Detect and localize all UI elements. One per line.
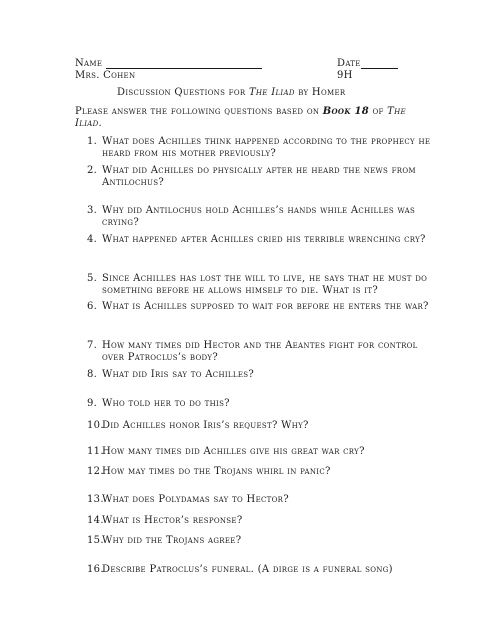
instructions-prefix: Please answer the following questions based on bbox=[75, 106, 323, 117]
question-item bbox=[87, 205, 432, 229]
question-item bbox=[87, 273, 432, 297]
question-number: 7. bbox=[87, 340, 98, 351]
question-text: How may times do the Trojans whirl in panic? bbox=[102, 466, 331, 477]
page-title bbox=[117, 87, 345, 99]
name-blank-line bbox=[106, 68, 262, 69]
title-prefix: Discussion Questions for bbox=[117, 87, 249, 98]
question-number: 13. bbox=[87, 494, 104, 505]
question-text: What is Hector’s response? bbox=[102, 515, 243, 526]
question-item bbox=[87, 535, 432, 547]
question-number: 16. bbox=[87, 564, 104, 575]
question-text: Who told her to do this? bbox=[102, 398, 230, 409]
question-text: Describe Patroclus’s funeral. (A dirge is a funeral song) bbox=[102, 564, 393, 575]
instructions bbox=[75, 106, 420, 130]
question-item bbox=[87, 234, 432, 246]
question-item bbox=[87, 564, 432, 576]
question-text: What did Achilles do physically after he heard the news from Antilochus? bbox=[102, 165, 416, 188]
instructions-mid: of bbox=[369, 106, 388, 117]
question-number: 6. bbox=[87, 301, 98, 312]
class-grade: 9H bbox=[337, 70, 353, 81]
question-number: 5. bbox=[87, 273, 98, 284]
question-text: Did Achilles honor Iris’s request? Why? bbox=[102, 420, 309, 431]
instructions-book: Book 18 bbox=[322, 106, 369, 117]
question-number: 4. bbox=[87, 234, 98, 245]
question-item bbox=[87, 369, 432, 381]
instructions-suffix: . bbox=[98, 118, 103, 129]
instructions-work: The Iliad bbox=[75, 106, 406, 129]
question-text: How many times did Hector and the Aeantes fight for control over Patroclus’s body? bbox=[102, 340, 418, 363]
question-item bbox=[87, 340, 432, 364]
question-item bbox=[87, 466, 432, 478]
question-number: 3. bbox=[87, 205, 98, 216]
date-label: Date bbox=[337, 58, 361, 69]
question-item bbox=[87, 301, 432, 313]
question-number: 10. bbox=[87, 420, 104, 431]
question-item bbox=[87, 165, 432, 189]
name-label: Name bbox=[75, 58, 103, 69]
question-number: 8. bbox=[87, 369, 98, 380]
question-item bbox=[87, 136, 432, 160]
question-number: 1. bbox=[87, 136, 98, 147]
teacher-name: Mrs. Cohen bbox=[75, 70, 136, 81]
question-item bbox=[87, 515, 432, 527]
title-suffix: by Homer bbox=[294, 87, 346, 98]
question-text: Since Achilles has lost the will to live, he says that he must do something before he allows himself to die. What is it? bbox=[102, 273, 428, 296]
question-text: Why did Antilochus hold Achilles’s hands while Achilles was crying? bbox=[102, 205, 416, 228]
question-text: What did Iris say to Achilles? bbox=[102, 369, 254, 380]
question-number: 14. bbox=[87, 515, 104, 526]
question-number: 11. bbox=[87, 446, 104, 457]
question-number: 2. bbox=[87, 165, 98, 176]
question-text: Why did the Trojans agree? bbox=[102, 535, 242, 546]
question-item bbox=[87, 398, 432, 410]
question-number: 12. bbox=[87, 466, 104, 477]
question-text: What is Achilles supposed to wait for before he enters the war? bbox=[102, 301, 429, 312]
question-text: What does Achilles think happened according to the prophecy he heard from his mother previously? bbox=[102, 136, 431, 159]
question-item bbox=[87, 494, 432, 506]
date-blank-line bbox=[361, 68, 398, 69]
question-text: What does Polydamas say to Hector? bbox=[102, 494, 289, 505]
question-item bbox=[87, 420, 432, 432]
question-item bbox=[87, 446, 432, 458]
question-text: How many times did Achilles give his great war cry? bbox=[102, 446, 365, 457]
title-work: The Iliad bbox=[248, 87, 295, 98]
question-number: 9. bbox=[87, 398, 98, 409]
question-number: 15. bbox=[87, 535, 104, 546]
question-text: What happened after Achilles cried his terrible wrenching cry? bbox=[102, 234, 426, 245]
